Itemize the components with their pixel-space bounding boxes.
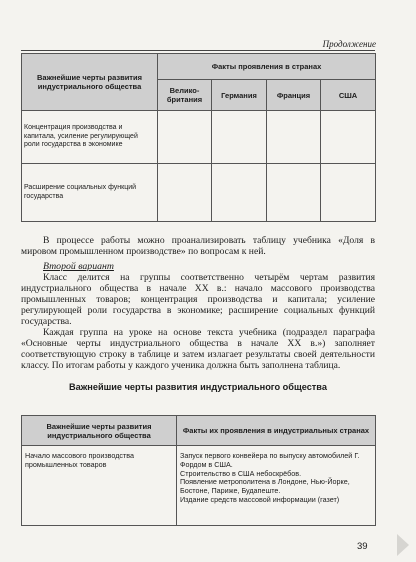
- row-trait-label: Концентрация производства и капитала, усиление регулирующей роли государства в экономике: [22, 111, 158, 164]
- t2-row-facts: [177, 446, 376, 526]
- table-row: [22, 164, 376, 222]
- empty-cell: [158, 111, 212, 164]
- empty-cell: [267, 164, 321, 222]
- country-uk: Велико-британия: [158, 80, 212, 111]
- body-paragraph-3: Каждая группа на уроке на основе текста учебника (подраздел параграфа «Основные черты индустриального общества в начале XX в.») заполняет соответствующую строку в таблице и затем излагает результаты своей деятельности классу. По итогам работы у каждого ученика должна быть заполнена таблица.: [21, 327, 375, 372]
- t2-col-traits-header: Важнейшие черты развития индустриального общества: [22, 416, 177, 446]
- traits-facts-table: [21, 53, 376, 222]
- t2-col-facts-header: Факты их проявления в индустриальных странах: [177, 416, 376, 446]
- empty-cell: [158, 164, 212, 222]
- body-paragraph-1: В процессе работы можно проанализировать таблицу учебника «Доля в мировом промышленном производстве» по вопросам к ней.: [21, 235, 375, 258]
- t2-row-trait: Начало массового производства промышленных товаров: [22, 446, 177, 526]
- page-number: 39: [357, 541, 368, 552]
- table-row: [22, 111, 376, 164]
- empty-cell: [212, 111, 267, 164]
- col-facts-header: Факты проявления в странах: [158, 54, 376, 80]
- country-germany: Германия: [212, 80, 267, 111]
- variant2-heading: Второй вариант: [43, 261, 114, 272]
- fact-item: Строительство в США небоскрёбов.: [180, 468, 302, 478]
- empty-cell: [321, 111, 376, 164]
- country-usa: США: [321, 80, 376, 111]
- page-arrow-icon: [397, 534, 409, 556]
- empty-cell: [321, 164, 376, 222]
- fact-item: Запуск первого конвейера по выпуску автомобилей Г. Фордом в США.: [180, 451, 360, 469]
- body-paragraph-2: Класс делится на группы соответственно четырём чертам развития индустриального общества в начале XX в.: начало массового производства промышленных товаров; концентрация производства и капитала; усиление регулирующей роли государства в экономике; расширение социальных функций государства.: [21, 272, 375, 328]
- country-france: Франция: [267, 80, 321, 111]
- empty-cell: [267, 111, 321, 164]
- header-rule: [21, 50, 375, 51]
- table2-title: Важнейшие черты развития индустриального общества: [69, 382, 327, 392]
- fact-item: Издание средств массовой информации (газет): [180, 494, 340, 504]
- traits-table-2: [21, 415, 376, 526]
- fact-item: Появление метрополитена в Лондоне, Нью-Йорке, Бостоне, Париже, Будапеште.: [180, 477, 350, 496]
- col-traits-header: Важнейшие черты развития индустриального общества: [22, 54, 158, 111]
- continuation-label: Продолжение: [322, 39, 376, 49]
- table-row: [22, 446, 376, 526]
- empty-cell: [212, 164, 267, 222]
- row-trait-label: Расширение социальных функций государства: [22, 164, 158, 222]
